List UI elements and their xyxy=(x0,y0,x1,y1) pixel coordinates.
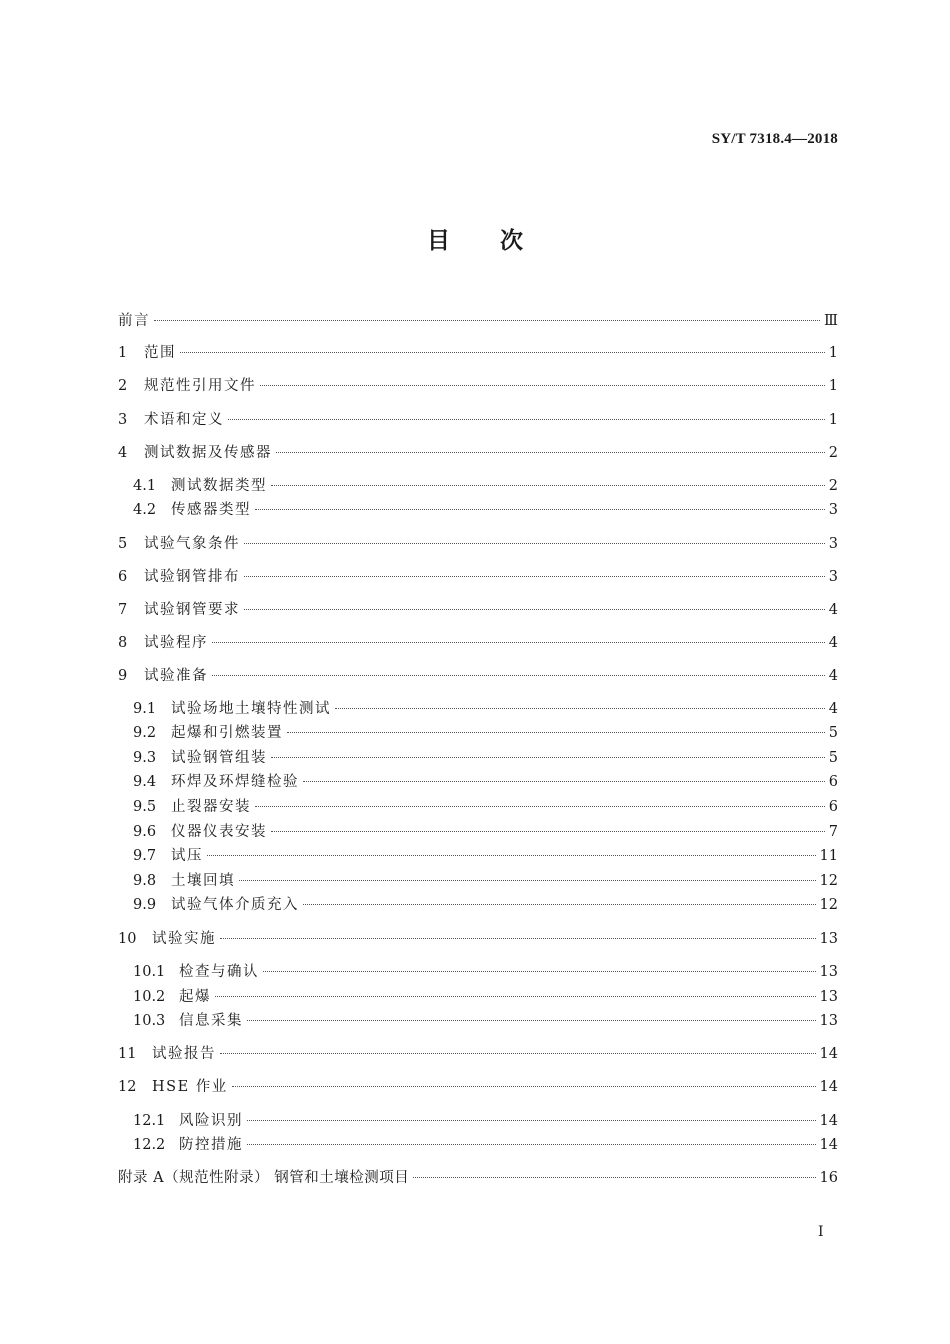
toc-page: Ⅲ xyxy=(824,313,838,329)
toc-page: 14 xyxy=(819,1113,838,1129)
toc-label: 试验报告 xyxy=(152,1046,216,1062)
toc-subentry[interactable] xyxy=(133,961,838,983)
dot-leader xyxy=(220,938,816,939)
toc-num: 9.7 xyxy=(133,848,157,864)
dot-leader xyxy=(247,1020,816,1021)
dot-leader xyxy=(255,806,825,807)
toc-num: 8 xyxy=(118,635,128,651)
toc-entry[interactable] xyxy=(118,442,838,464)
toc-page: 4 xyxy=(828,635,838,651)
toc-label: 试验场地土壤特性测试 xyxy=(171,701,331,717)
toc-page: 14 xyxy=(819,1079,838,1095)
toc-num: 10.2 xyxy=(133,989,166,1005)
toc-label: 术语和定义 xyxy=(144,412,224,428)
title-char-2: 次 xyxy=(500,228,523,254)
toc-subentry[interactable] xyxy=(133,747,838,769)
toc-page: 2 xyxy=(828,478,838,494)
toc-num: 7 xyxy=(118,602,128,618)
toc-page: 1 xyxy=(828,412,838,428)
toc-num: 4 xyxy=(118,445,128,461)
toc-label: 环焊及环焊缝检验 xyxy=(171,774,299,790)
toc-label: 信息采集 xyxy=(179,1013,243,1029)
dot-leader xyxy=(244,609,825,610)
dot-leader xyxy=(303,781,825,782)
toc-num: 1 xyxy=(118,345,128,361)
toc-label: 前言 xyxy=(118,313,150,329)
toc-label: 止裂器安装 xyxy=(171,799,251,815)
toc-num: 12.2 xyxy=(133,1137,166,1153)
toc-entry[interactable] xyxy=(118,599,838,621)
toc-entry[interactable] xyxy=(118,342,838,364)
toc-page: 6 xyxy=(828,774,838,790)
toc-page: 2 xyxy=(828,445,838,461)
toc-subentry[interactable] xyxy=(133,821,838,843)
toc-page: 13 xyxy=(819,989,838,1005)
dot-leader xyxy=(212,675,825,676)
toc-entry-appendix-a[interactable] xyxy=(118,1167,838,1189)
toc-entry[interactable] xyxy=(118,632,838,654)
toc-page: 4 xyxy=(828,602,838,618)
toc-label: 起爆 xyxy=(179,989,211,1005)
toc-page: 14 xyxy=(819,1137,838,1153)
toc-page: 6 xyxy=(828,799,838,815)
toc-num: 5 xyxy=(118,536,128,552)
dot-leader xyxy=(255,509,825,510)
toc-subentry[interactable] xyxy=(133,698,838,720)
toc-label: 测试数据类型 xyxy=(171,478,267,494)
toc-label: 土壤回填 xyxy=(171,873,235,889)
toc-num: 9.1 xyxy=(133,701,157,717)
toc-num: 9 xyxy=(118,668,128,684)
toc-page: 12 xyxy=(819,873,838,889)
toc-label: 试验钢管要求 xyxy=(144,602,240,618)
toc-label: 防控措施 xyxy=(179,1137,243,1153)
dot-leader xyxy=(180,352,825,353)
toc-entry[interactable] xyxy=(118,566,838,588)
toc-page: 4 xyxy=(828,668,838,684)
dot-leader xyxy=(207,855,816,856)
toc-page: 3 xyxy=(828,569,838,585)
toc-page: 3 xyxy=(828,536,838,552)
toc-subentry[interactable] xyxy=(133,1010,838,1032)
dot-leader xyxy=(271,757,825,758)
toc-page: 11 xyxy=(819,848,838,864)
toc-num: 3 xyxy=(118,412,128,428)
toc-entry[interactable] xyxy=(118,665,838,687)
toc-num: 9.4 xyxy=(133,774,157,790)
toc-num: 10.1 xyxy=(133,964,166,980)
toc-num: 12 xyxy=(118,1079,137,1095)
toc-num: 9.9 xyxy=(133,897,157,913)
toc-num: 6 xyxy=(118,569,128,585)
toc-label: HSE 作业 xyxy=(152,1079,228,1095)
toc-label: 试压 xyxy=(171,848,203,864)
toc-page: 14 xyxy=(819,1046,838,1062)
toc-entry[interactable] xyxy=(118,375,838,397)
toc-num: 9.3 xyxy=(133,750,157,766)
toc-subentry[interactable] xyxy=(133,475,838,497)
toc-label: 附录 A（规范性附录） 钢管和土壤检测项目 xyxy=(118,1170,410,1186)
toc-subentry[interactable] xyxy=(133,1110,838,1132)
page-number: I xyxy=(818,1224,824,1240)
toc-num: 9.5 xyxy=(133,799,157,815)
dot-leader xyxy=(271,485,825,486)
dot-leader xyxy=(247,1120,816,1121)
toc-page: 12 xyxy=(819,897,838,913)
toc-page: 13 xyxy=(819,964,838,980)
toc-num: 10 xyxy=(118,931,137,947)
toc-label: 试验程序 xyxy=(144,635,208,651)
toc-subentry[interactable] xyxy=(133,845,838,867)
toc-entry[interactable] xyxy=(118,1076,838,1098)
dot-leader xyxy=(263,971,816,972)
toc-num: 11 xyxy=(118,1046,137,1062)
dot-leader xyxy=(276,452,825,453)
toc-num: 4.1 xyxy=(133,478,157,494)
toc-subentry[interactable] xyxy=(133,986,838,1008)
dot-leader xyxy=(239,880,816,881)
toc-entry[interactable] xyxy=(118,928,838,950)
toc-label: 试验气体介质充入 xyxy=(171,897,299,913)
toc-num: 10.3 xyxy=(133,1013,166,1029)
dot-leader xyxy=(154,320,820,321)
toc-page: 5 xyxy=(828,725,838,741)
toc-page: 7 xyxy=(828,824,838,840)
page-title xyxy=(0,222,950,255)
toc-num: 9.6 xyxy=(133,824,157,840)
toc-subentry[interactable] xyxy=(133,894,838,916)
dot-leader xyxy=(287,732,825,733)
dot-leader xyxy=(303,904,816,905)
toc-entry-foreword[interactable] xyxy=(118,310,838,332)
toc-subentry[interactable] xyxy=(133,1134,838,1156)
dot-leader xyxy=(212,642,825,643)
toc-page: 1 xyxy=(828,345,838,361)
toc-label: 范围 xyxy=(144,345,176,361)
standard-code: SY/T 7318.4—2018 xyxy=(711,131,838,147)
toc-label: 规范性引用文件 xyxy=(144,378,256,394)
toc-label: 检查与确认 xyxy=(179,964,259,980)
dot-leader xyxy=(215,996,816,997)
toc-subentry[interactable] xyxy=(133,796,838,818)
toc-entry[interactable] xyxy=(118,409,838,431)
dot-leader xyxy=(260,385,825,386)
toc-num: 12.1 xyxy=(133,1113,166,1129)
toc-label: 试验钢管组装 xyxy=(171,750,267,766)
toc-entry[interactable] xyxy=(118,1043,838,1065)
toc-label: 起爆和引燃装置 xyxy=(171,725,283,741)
toc-label: 试验准备 xyxy=(144,668,208,684)
toc-page: 13 xyxy=(819,931,838,947)
dot-leader xyxy=(232,1086,816,1087)
dot-leader xyxy=(413,1177,815,1178)
toc-label: 测试数据及传感器 xyxy=(144,445,272,461)
toc-page: 16 xyxy=(819,1170,838,1186)
toc-label: 仪器仪表安装 xyxy=(171,824,267,840)
toc-label: 试验气象条件 xyxy=(144,536,240,552)
toc-num: 9.8 xyxy=(133,873,157,889)
toc-subentry[interactable] xyxy=(133,722,838,744)
dot-leader xyxy=(244,576,825,577)
toc-label: 风险识别 xyxy=(179,1113,243,1129)
toc-page: 1 xyxy=(828,378,838,394)
toc-page: 4 xyxy=(828,701,838,717)
toc-subentry[interactable] xyxy=(133,771,838,793)
dot-leader xyxy=(244,543,825,544)
dot-leader xyxy=(335,708,825,709)
toc-label: 试验钢管排布 xyxy=(144,569,240,585)
dot-leader xyxy=(247,1144,816,1145)
toc-label: 试验实施 xyxy=(152,931,216,947)
toc-subentry[interactable] xyxy=(133,499,838,521)
toc-label: 传感器类型 xyxy=(171,502,251,518)
toc-page: 5 xyxy=(828,750,838,766)
title-char-1: 目 xyxy=(427,228,450,254)
toc-entry[interactable] xyxy=(118,533,838,555)
toc-subentry[interactable] xyxy=(133,870,838,892)
toc-num: 4.2 xyxy=(133,502,157,518)
toc-page: 3 xyxy=(828,502,838,518)
dot-leader xyxy=(271,831,825,832)
dot-leader xyxy=(228,419,825,420)
dot-leader xyxy=(220,1053,816,1054)
toc-num: 9.2 xyxy=(133,725,157,741)
toc-page: 13 xyxy=(819,1013,838,1029)
toc-num: 2 xyxy=(118,378,128,394)
